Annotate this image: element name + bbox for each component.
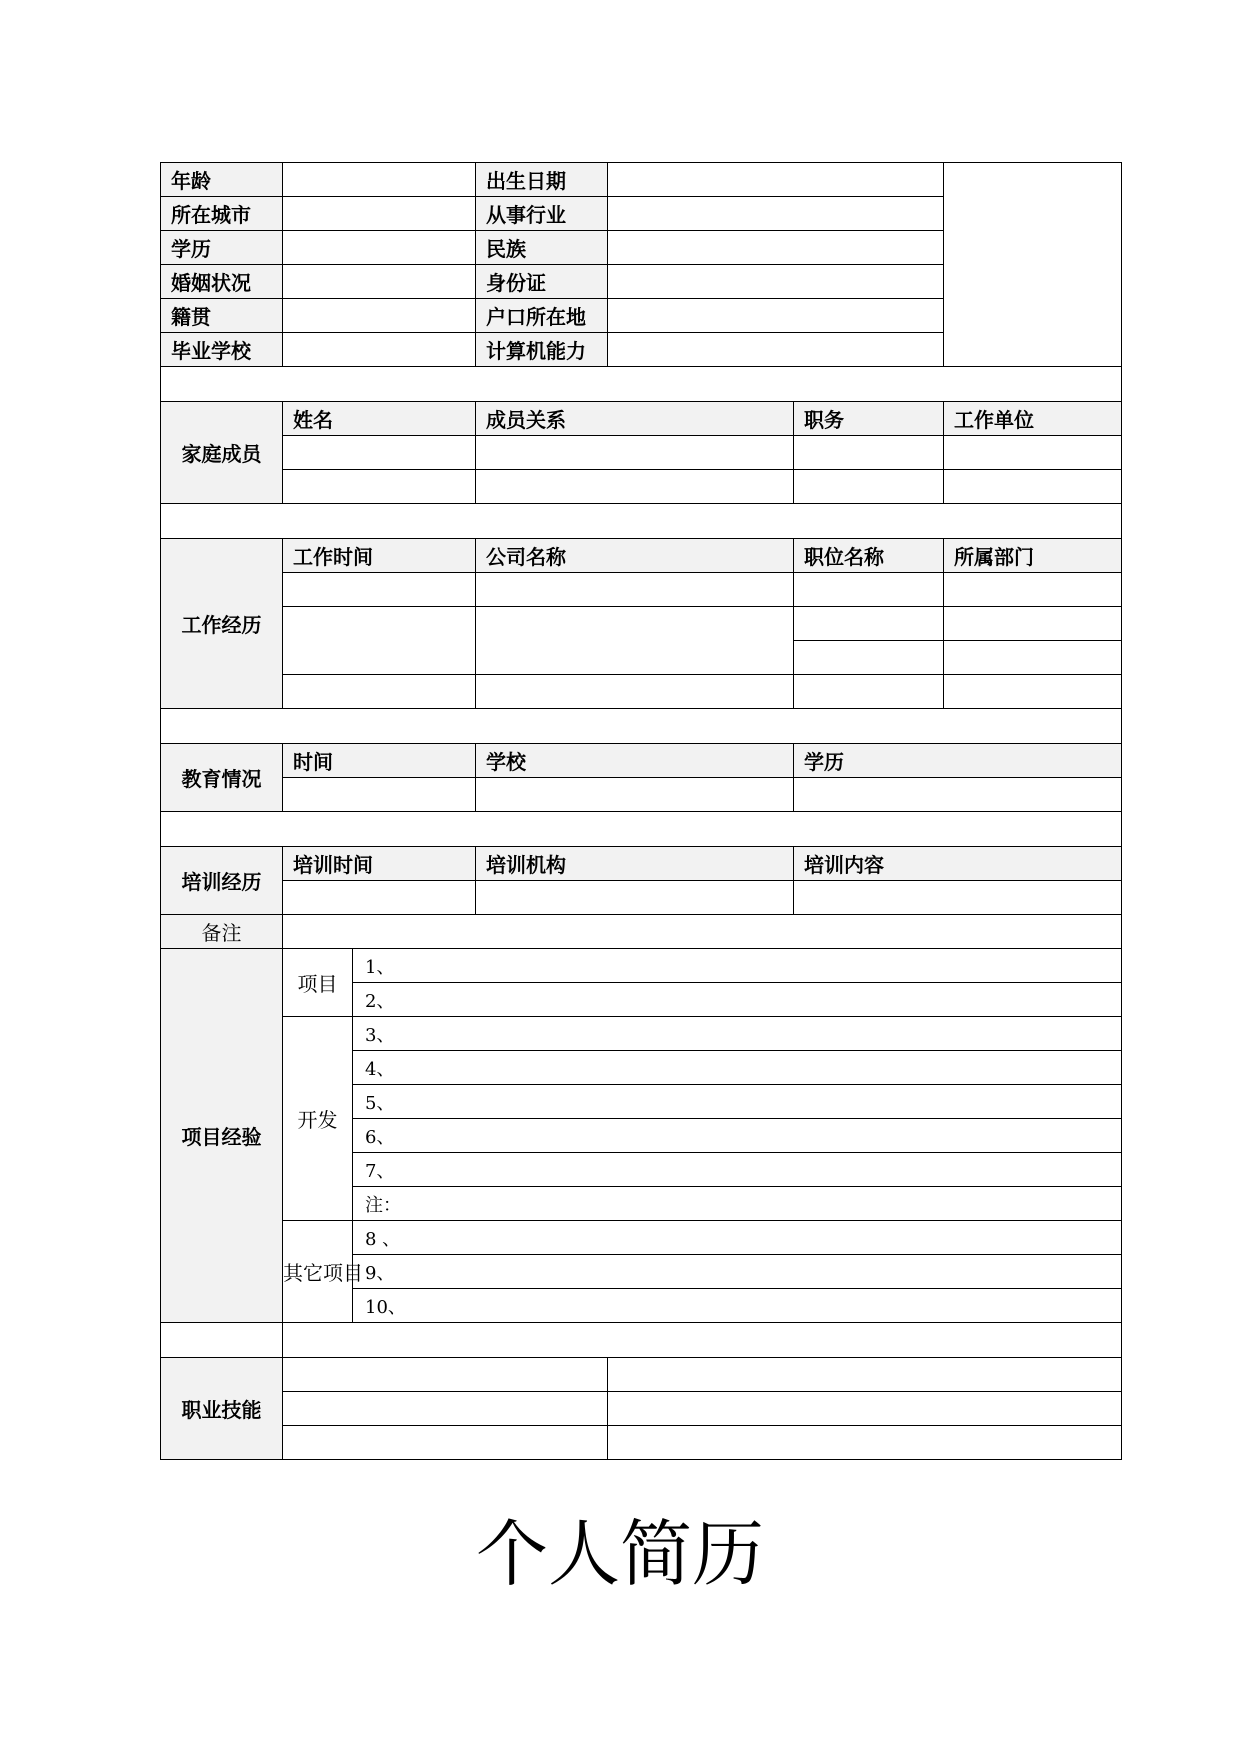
family-cell[interactable] — [476, 436, 794, 470]
project-item[interactable]: 7、 — [353, 1153, 1122, 1187]
marital-label: 婚姻状况 — [161, 265, 283, 299]
family-header-position: 职务 — [794, 402, 944, 436]
education-section-label: 教育情况 — [161, 744, 283, 812]
project-item[interactable]: 6、 — [353, 1119, 1122, 1153]
project-group-dev: 开发 — [283, 1017, 353, 1221]
training-header-org: 培训机构 — [476, 847, 794, 881]
work-cell[interactable] — [794, 641, 944, 675]
work-cell[interactable] — [944, 675, 1122, 709]
birthdate-label: 出生日期 — [476, 163, 608, 197]
native-value[interactable] — [283, 299, 476, 333]
work-header-title: 职位名称 — [794, 539, 944, 573]
project-item[interactable]: 10、 — [353, 1289, 1122, 1323]
family-cell[interactable] — [283, 470, 476, 504]
training-cell[interactable] — [283, 881, 476, 915]
work-section-label: 工作经历 — [161, 539, 283, 709]
family-cell[interactable] — [944, 470, 1122, 504]
family-header-relation: 成员关系 — [476, 402, 794, 436]
training-cell[interactable] — [794, 881, 1122, 915]
work-cell[interactable] — [283, 573, 476, 607]
family-cell[interactable] — [944, 436, 1122, 470]
family-cell[interactable] — [283, 436, 476, 470]
skill-cell[interactable] — [608, 1426, 1122, 1460]
education-label: 学历 — [161, 231, 283, 265]
skill-cell[interactable] — [283, 1426, 608, 1460]
id-label: 身份证 — [476, 265, 608, 299]
spacer-row — [161, 709, 1122, 744]
photo-box[interactable] — [944, 163, 1122, 367]
work-header-time: 工作时间 — [283, 539, 476, 573]
work-cell[interactable] — [794, 675, 944, 709]
city-label: 所在城市 — [161, 197, 283, 231]
industry-value[interactable] — [608, 197, 944, 231]
birthdate-value[interactable] — [608, 163, 944, 197]
age-label: 年龄 — [161, 163, 283, 197]
project-item[interactable]: 1、 — [353, 949, 1122, 983]
work-cell[interactable] — [476, 607, 794, 675]
project-item[interactable]: 4、 — [353, 1051, 1122, 1085]
education-cell[interactable] — [283, 778, 476, 812]
training-header-time: 培训时间 — [283, 847, 476, 881]
family-header-name: 姓名 — [283, 402, 476, 436]
city-value[interactable] — [283, 197, 476, 231]
education-value[interactable] — [283, 231, 476, 265]
project-group-other: 其它项目 — [283, 1221, 353, 1323]
computer-value[interactable] — [608, 333, 944, 367]
education-header-degree: 学历 — [794, 744, 1122, 778]
training-header-content: 培训内容 — [794, 847, 1122, 881]
skill-cell[interactable] — [283, 1358, 608, 1392]
computer-label: 计算机能力 — [476, 333, 608, 367]
work-cell[interactable] — [476, 573, 794, 607]
work-cell[interactable] — [944, 573, 1122, 607]
work-cell[interactable] — [794, 573, 944, 607]
project-note[interactable]: 注： — [353, 1187, 1122, 1221]
id-value[interactable] — [608, 265, 944, 299]
education-header-school: 学校 — [476, 744, 794, 778]
project-item[interactable]: 9、 — [353, 1255, 1122, 1289]
family-cell[interactable] — [794, 436, 944, 470]
skills-section-label: 职业技能 — [161, 1358, 283, 1460]
remark-label: 备注 — [161, 915, 283, 949]
spacer-row — [161, 504, 1122, 539]
skill-cell[interactable] — [283, 1392, 608, 1426]
work-cell[interactable] — [476, 675, 794, 709]
page-title: 个人简历 — [475, 1512, 764, 1596]
work-cell[interactable] — [794, 607, 944, 641]
education-cell[interactable] — [476, 778, 794, 812]
project-item[interactable]: 3、 — [353, 1017, 1122, 1051]
family-cell[interactable] — [794, 470, 944, 504]
native-label: 籍贯 — [161, 299, 283, 333]
family-cell[interactable] — [476, 470, 794, 504]
marital-value[interactable] — [283, 265, 476, 299]
work-header-dept: 所属部门 — [944, 539, 1122, 573]
skill-cell[interactable] — [608, 1392, 1122, 1426]
skill-cell[interactable] — [608, 1358, 1122, 1392]
work-cell[interactable] — [283, 607, 476, 675]
training-section-label: 培训经历 — [161, 847, 283, 915]
projects-section-label: 项目经验 — [161, 949, 283, 1323]
work-cell[interactable] — [944, 607, 1122, 641]
ethnicity-label: 民族 — [476, 231, 608, 265]
work-header-company: 公司名称 — [476, 539, 794, 573]
work-cell[interactable] — [283, 675, 476, 709]
project-item[interactable]: 8 、 — [353, 1221, 1122, 1255]
training-cell[interactable] — [476, 881, 794, 915]
ethnicity-value[interactable] — [608, 231, 944, 265]
education-cell[interactable] — [794, 778, 1122, 812]
hukou-label: 户口所在地 — [476, 299, 608, 333]
spacer-row — [161, 367, 1122, 402]
spacer-cell — [161, 1323, 283, 1358]
industry-label: 从事行业 — [476, 197, 608, 231]
education-header-time: 时间 — [283, 744, 476, 778]
work-cell[interactable] — [944, 641, 1122, 675]
project-item[interactable]: 5、 — [353, 1085, 1122, 1119]
family-header-employer: 工作单位 — [944, 402, 1122, 436]
resume-table — [160, 162, 1122, 1460]
project-item[interactable]: 2、 — [353, 983, 1122, 1017]
family-section-label: 家庭成员 — [161, 402, 283, 504]
age-value[interactable] — [283, 163, 476, 197]
school-value[interactable] — [283, 333, 476, 367]
spacer-cell[interactable] — [283, 1323, 1122, 1358]
remark-value[interactable] — [283, 915, 1122, 949]
school-label: 毕业学校 — [161, 333, 283, 367]
project-group-project: 项目 — [283, 949, 353, 1017]
spacer-row — [161, 812, 1122, 847]
hukou-value[interactable] — [608, 299, 944, 333]
